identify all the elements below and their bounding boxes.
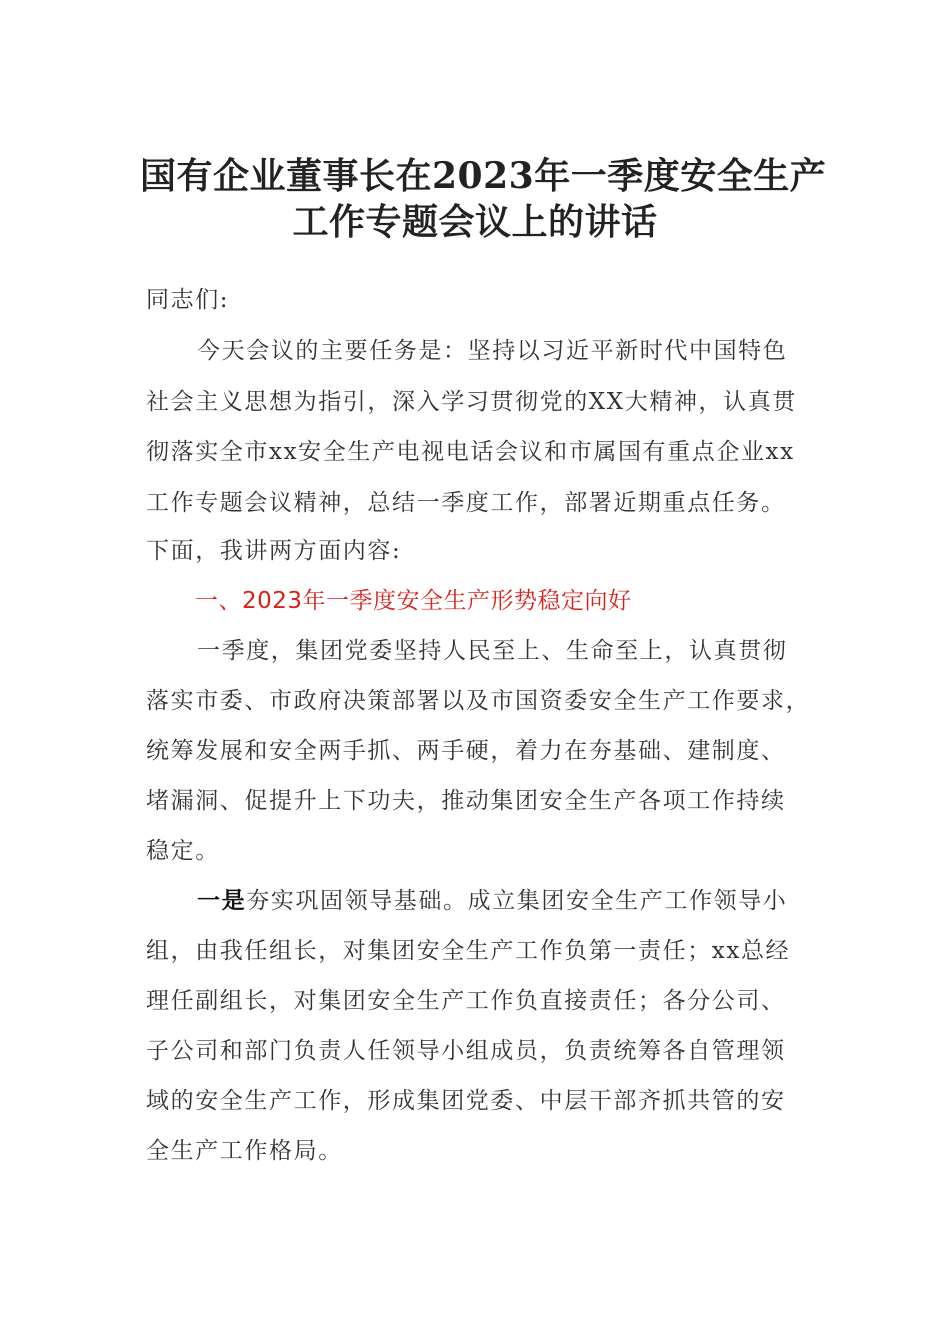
section1-line: 稳定。: [146, 838, 220, 864]
point1-first-line: [197, 886, 787, 916]
point1-lead: 一是: [197, 887, 247, 914]
section1-line: 堵漏洞、促提升上下功夫，推动集团安全生产各项工作持续: [146, 788, 786, 814]
section-heading-1: 一、2023年一季度安全生产形势稳定向好: [195, 588, 632, 614]
document-title-line-2: 工作专题会议上的讲话: [292, 201, 658, 243]
point1-line: 域的安全生产工作，形成集团党委、中层干部齐抓共管的安: [146, 1088, 786, 1114]
intro-line: 彻落实全市xx安全生产电视电话会议和市属国有重点企业xx: [146, 439, 795, 465]
point1-line: 理任副组长，对集团安全生产工作负直接责任；各分公司、: [146, 988, 786, 1014]
point1-line: 子公司和部门负责人任领导小组成员，负责统筹各自管理领: [146, 1038, 786, 1064]
intro-line: 今天会议的主要任务是：坚持以习近平新时代中国特色: [197, 338, 788, 364]
point1-line: 全生产工作格局。: [146, 1138, 343, 1164]
section1-line: 一季度，集团党委坚持人民至上、生命至上，认真贯彻: [197, 638, 788, 664]
point1-line: 组，由我任组长，对集团安全生产工作负第一责任；xx总经: [146, 938, 791, 964]
intro-line: 下面，我讲两方面内容:: [146, 538, 402, 564]
document-title-line-1: 国有企业董事长在2023年一季度安全生产: [140, 155, 827, 197]
intro-line: 工作专题会议精神，总结一季度工作，部署近期重点任务。: [146, 490, 786, 516]
intro-line: 社会主义思想为指引，深入学习贯彻党的XX大精神，认真贯: [146, 389, 797, 415]
section1-line: 落实市委、市政府决策部署以及市国资委安全生产工作要求，: [146, 688, 811, 714]
salutation: 同志们:: [146, 287, 230, 313]
point1-first-rest: 夯实巩固领导基础。成立集团安全生产工作领导小: [246, 888, 788, 914]
section1-line: 统筹发展和安全两手抓、两手硬，着力在夯基础、建制度、: [146, 738, 786, 764]
